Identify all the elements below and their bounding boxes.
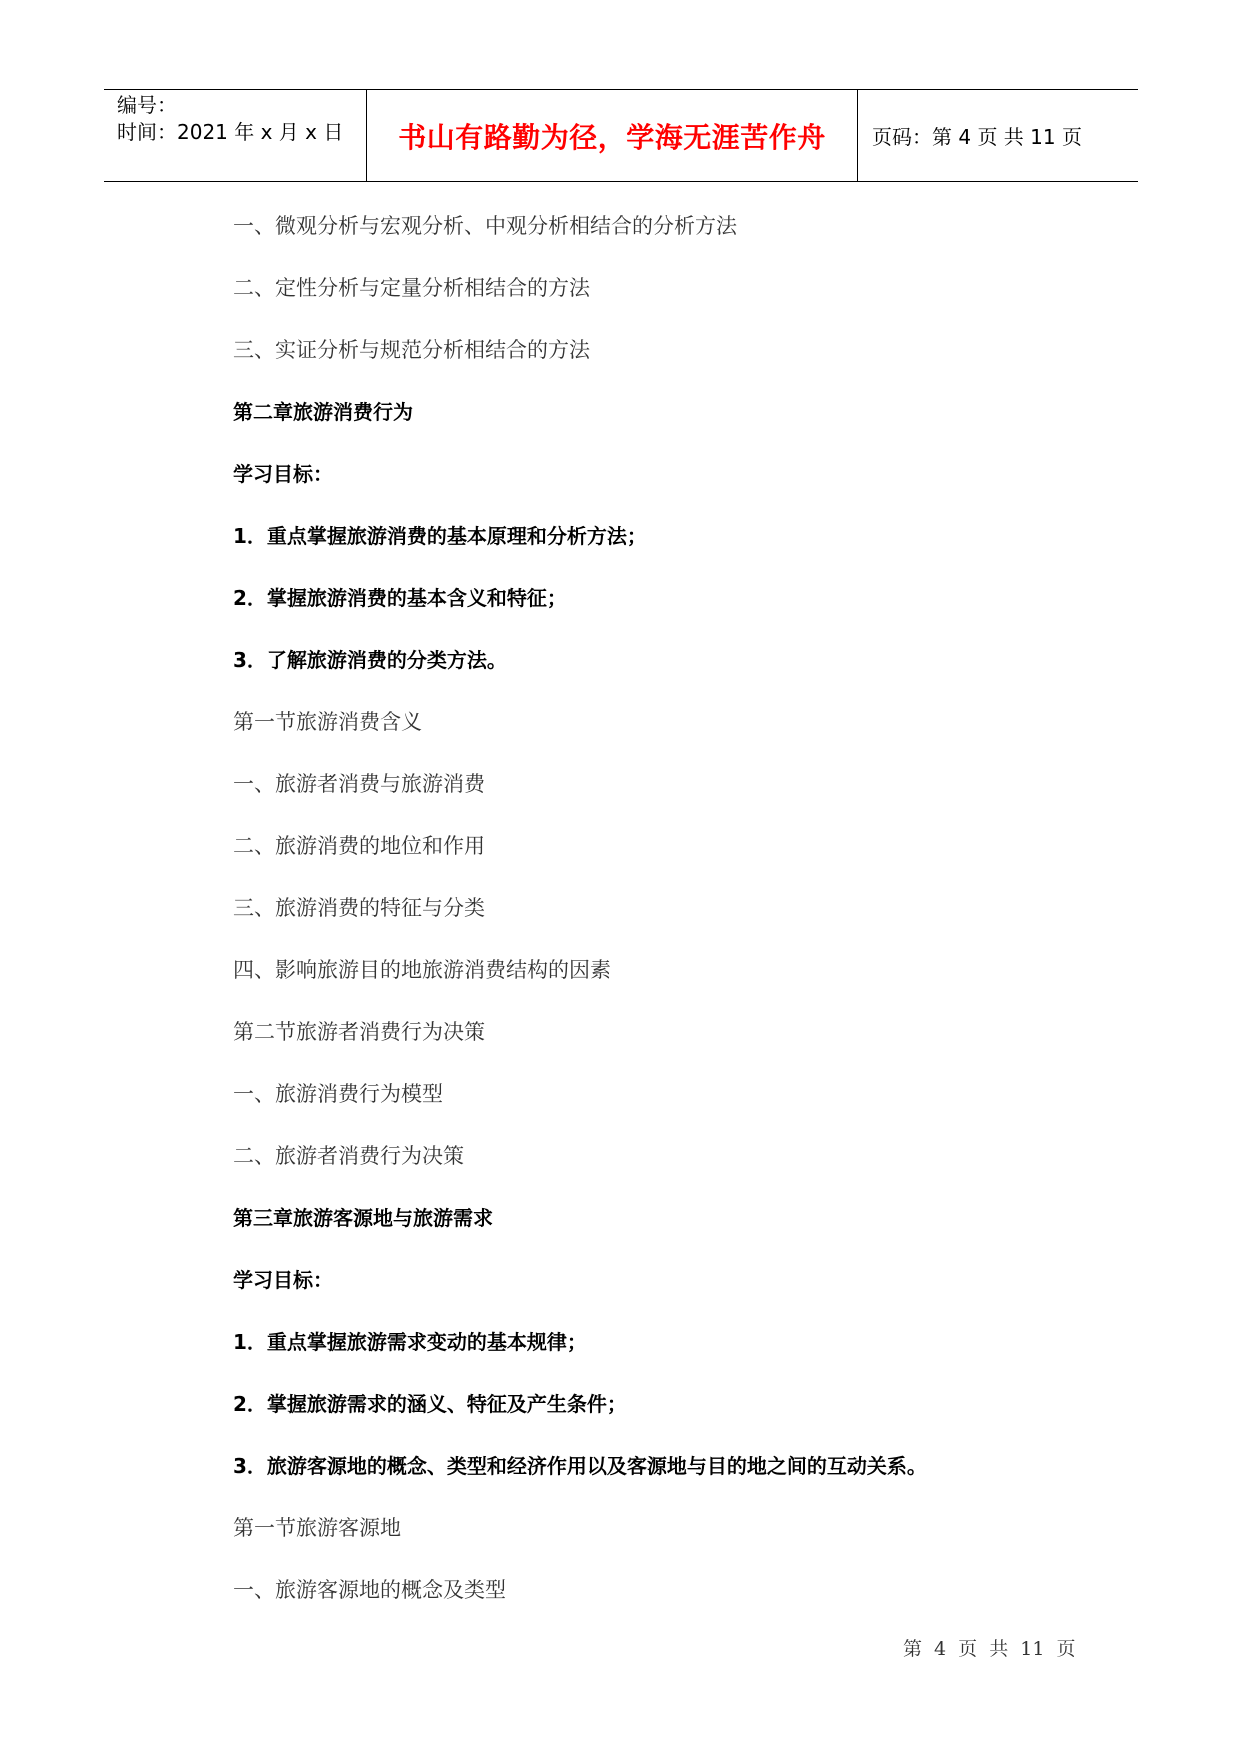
motto-text: 书山有路勤为径，学海无涯苦作舟 <box>398 120 826 154</box>
text-line: 二、旅游消费的地位和作用 <box>233 834 485 858</box>
text-line: 第一节旅游客源地 <box>233 1516 401 1540</box>
date-label: 时间：2021 年 x 月 x 日 <box>117 120 344 144</box>
footer-page-number: 第 4 页 共 11 页 <box>903 1638 1076 1660</box>
heading-line: 2．掌握旅游消费的基本含义和特征； <box>233 586 567 610</box>
document-body <box>233 206 1133 1632</box>
text-line: 四、影响旅游目的地旅游消费结构的因素 <box>233 958 611 982</box>
header-page <box>858 90 1138 181</box>
text-line: 一、旅游客源地的概念及类型 <box>233 1578 506 1602</box>
heading-line: 1．重点掌握旅游消费的基本原理和分析方法； <box>233 524 647 548</box>
text-line: 一、旅游消费行为模型 <box>233 1082 443 1106</box>
heading-line: 第二章旅游消费行为 <box>233 400 413 424</box>
heading-line: 1．重点掌握旅游需求变动的基本规律； <box>233 1330 587 1354</box>
text-line: 三、实证分析与规范分析相结合的方法 <box>233 338 590 362</box>
heading-line: 3．旅游客源地的概念、类型和经济作用以及客源地与目的地之间的互动关系。 <box>233 1454 927 1478</box>
heading-line: 2．掌握旅游需求的涵义、特征及产生条件； <box>233 1392 627 1416</box>
page-header <box>104 89 1138 182</box>
page-label: 页码：第 4 页 共 11 页 <box>872 125 1082 149</box>
page-footer <box>903 1634 1075 1661</box>
number-label: 编号： <box>117 93 177 117</box>
text-line: 二、定性分析与定量分析相结合的方法 <box>233 276 590 300</box>
heading-line: 第三章旅游客源地与旅游需求 <box>233 1206 493 1230</box>
heading-line: 3．了解旅游消费的分类方法。 <box>233 648 507 672</box>
heading-line: 学习目标： <box>233 1268 333 1292</box>
text-line: 第一节旅游消费含义 <box>233 710 422 734</box>
text-line: 二、旅游者消费行为决策 <box>233 1144 464 1168</box>
text-line: 一、微观分析与宏观分析、中观分析相结合的分析方法 <box>233 214 737 238</box>
heading-line: 学习目标： <box>233 462 333 486</box>
header-motto <box>367 90 858 181</box>
text-line: 三、旅游消费的特征与分类 <box>233 896 485 920</box>
header-meta <box>104 90 367 181</box>
text-line: 第二节旅游者消费行为决策 <box>233 1020 485 1044</box>
text-line: 一、旅游者消费与旅游消费 <box>233 772 485 796</box>
